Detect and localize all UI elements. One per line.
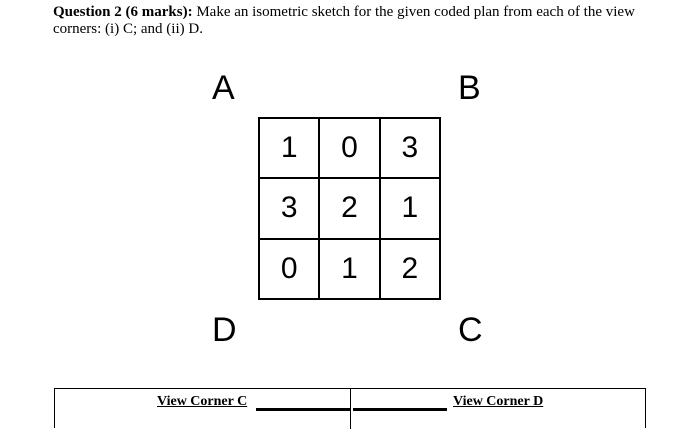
coded-plan-grid <box>258 117 441 300</box>
corner-label-d: D <box>212 311 237 349</box>
plan-cell: 0 <box>319 118 379 178</box>
plan-cell: 2 <box>319 178 379 238</box>
corner-label-c: C <box>458 311 483 349</box>
answer-line <box>353 408 447 411</box>
plan-cell: 1 <box>380 178 440 238</box>
answer-line <box>256 408 350 411</box>
plan-cell: 3 <box>380 118 440 178</box>
question-text <box>53 4 653 38</box>
plan-cell: 3 <box>259 178 319 238</box>
plan-cell: 0 <box>259 239 319 299</box>
corner-label-b: B <box>458 69 481 107</box>
view-corner-c-label: View Corner C <box>157 394 248 409</box>
plan-cell: 1 <box>319 239 379 299</box>
question-title: Question 2 (6 marks): <box>53 4 193 20</box>
plan-cell: 1 <box>259 118 319 178</box>
table-divider <box>350 389 351 429</box>
answer-table <box>54 388 646 428</box>
question-body: Make an isometric sketch for the given coded plan from each of the view corners: (i) C; and (ii) D. <box>53 4 635 37</box>
view-corner-d-label: View Corner D <box>453 394 544 409</box>
plan-cell: 2 <box>380 239 440 299</box>
corner-label-a: A <box>212 69 235 107</box>
